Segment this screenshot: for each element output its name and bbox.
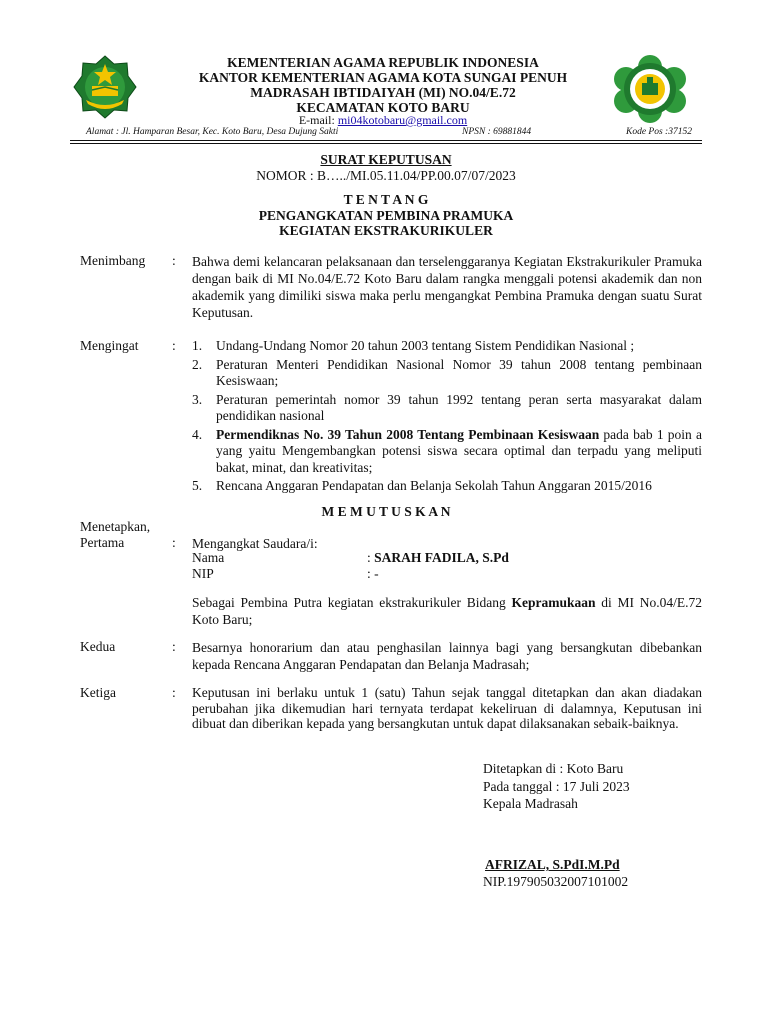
ketiga-text: Keputusan ini berlaku untuk 1 (satu) Tahun sejak tanggal ditetapkan dan akan diadakan perubahan jika dikemudian hari ternyata terdapat kekeliruan di dalamnya, Keputusan ini dibuat dan diberikan kepada yang bersangkutan untuk dapat dilaksanakan sebaik-baiknya. [192,685,702,731]
nama-value: SARAH FADILA, S.Pd [374,550,509,565]
list-item [192,357,702,390]
header-address: Alamat : Jl. Hamparan Besar, Kec. Koto Baru, Desa Dujung Sakti [86,127,339,137]
pertama-description [192,594,702,628]
signature-date: Pada tanggal : 17 Juli 2023 [483,779,630,794]
pertama-intro: Mengangkat Saudara/i: [192,536,318,551]
mengingat-colon: : [172,338,176,353]
nama-colon: : [367,550,371,565]
ketiga-label: Ketiga [80,685,116,700]
memutuskan-heading: M E M U T U S K A N [321,504,451,519]
nama-label: Nama [192,550,225,565]
list-item [192,392,702,425]
kedua-label: Kedua [80,639,116,654]
signatory-nip: NIP.197905032007101002 [483,874,629,889]
header-rule-thick [70,140,702,141]
nip-value: : - [367,566,379,581]
desc-part-a: Sebagai Pembina Putra kegiatan ekstrakurikuler Bidang [192,595,512,610]
item-text [216,427,702,477]
item-text: Undang-Undang Nomor 20 tahun 2003 tentang Sistem Pendidikan Nasional ; [216,338,635,353]
kedua-colon: : [172,639,176,654]
menimbang-text: Bahwa demi kelancaran pelaksanaan dan terselenggaranya Kegiatan Ekstrakurikuler Pramuka dengan baik di MI No.04/E.72 Koto Baru dalam rangka menggali potensi akademik dan non akademik yang dimiliki siswa maka perlu mengangkat Pembina Pramuka dengan suatu Surat Keputusan. [192,254,702,320]
nama-value-line [367,549,509,566]
header-npsn: NPSN : 69881844 [462,127,532,137]
tentang-heading: T E N T A N G [343,192,429,207]
item-text: Peraturan pemerintah nomor 39 tahun 1992 tentang peran serta masyarakat dalam pendidikan nasional [216,391,702,423]
subject-line-2: KEGIATAN EKSTRAKURIKULER [279,223,493,238]
header-school: MADRASAH IBTIDAIYAH (MI) NO.04/E.72 [250,85,516,100]
header-office: KANTOR KEMENTERIAN AGAMA KOTA SUNGAI PENUH [198,70,568,85]
ketiga-colon: : [172,685,176,700]
kemenag-logo [72,54,138,120]
desc-part-b: di MI No.04/E.72 Koto Baru; [192,595,703,627]
doc-number: NOMOR : B…../MI.05.11.04/PP.00.07/07/2023 [256,168,516,183]
signature-place: Ditetapkan di : Koto Baru [483,761,624,776]
pertama-label: Pertama [80,535,125,550]
item-text: Peraturan Menteri Pendidikan Nasional Nomor 39 tahun 2008 tentang pembinaan Kesiswaan; [216,356,702,388]
mengingat-label: Mengingat [80,338,139,353]
subject-line-1: PENGANGKATAN PEMBINA PRAMUKA [258,208,514,223]
menimbang-label: Menimbang [80,253,146,268]
doc-type: SURAT KEPUTUSAN [320,152,452,167]
email-link[interactable]: mi04kotobaru@gmail.com [337,113,468,127]
pertama-colon: : [172,535,176,550]
list-item [192,338,702,355]
item-number: 1. [192,338,203,353]
header-ministry: KEMENTERIAN AGAMA REPUBLIK INDONESIA [227,55,539,70]
menetapkan-label: Menetapkan, [80,519,151,534]
header-email-line [140,113,626,128]
header-district: KECAMATAN KOTO BARU [296,100,470,115]
item-rest-text: pada bab 1 poin a yang yaitu Mengembangkan potensi siswa secara optimal dan terpadu yang meliputi bakat, minat, dan kreativitas; [216,426,703,475]
item-bold-text: Permendiknas No. 39 Tahun 2008 Tentang Pembinaan Kesiswaan [216,426,600,442]
header-rule-thin [70,143,702,144]
header-kodepos: Kode Pos :37152 [626,127,692,137]
signature-position: Kepala Madrasah [483,796,578,811]
email-label: E-mail: [298,113,338,127]
list-item [192,427,702,477]
menimbang-colon: : [172,253,176,268]
item-number: 2. [192,356,203,372]
kedua-text: Besarnya honorarium dan atau penghasilan lainnya bagi yang bersangkutan dibebankan kepada Rencana Anggaran Pendapatan dan Belanja Madrasah; [192,640,702,672]
list-item [192,478,702,495]
item-number: 4. [192,426,203,442]
item-number: 5. [192,478,203,493]
desc-bold: Kepramukaan [511,595,596,610]
signatory-name: AFRIZAL, S.PdI.M.Pd [485,857,620,872]
nip-label: NIP [192,566,214,581]
mengingat-list [192,338,702,497]
item-number: 3. [192,391,203,407]
item-text: Rencana Anggaran Pendapatan dan Belanja Sekolah Tahun Anggaran 2015/2016 [216,478,652,493]
